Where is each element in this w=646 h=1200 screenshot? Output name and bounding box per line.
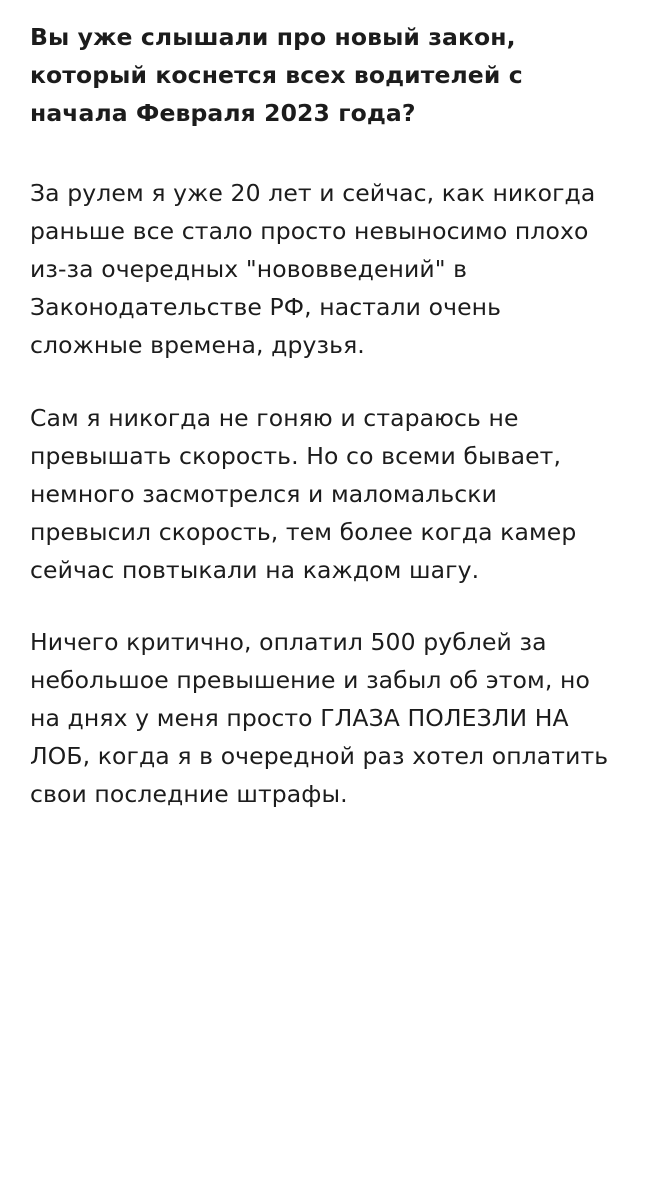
article-paragraph-lead: Вы уже слышали про новый закон, который коснется всех водителей с начала Февраля 2023 года? (30, 23, 532, 128)
article-paragraph-2: За рулем я уже 20 лет и сейчас, как никогда раньше все стало просто невыносимо плохо из-за очередных "нововведений" в Законодательстве РФ, настали очень сложные времена, друзья. (30, 179, 603, 360)
article-paragraph-3: Сам я никогда не гоняю и стараюсь не превышать скорость. Но со всеми бывает, немного засмотрелся и маломальски превысил скорость, тем более когда камер сейчас повтыкали на каждом шагу. (30, 403, 584, 584)
article-paragraph-4: Ничего критично, оплатил 500 рублей за небольшое превышение и забыл об этом, но на днях у меня просто ГЛАЗА ПОЛЕЗЛИ НА ЛОБ, когда я в очередной раз хотел оплатить свои последние штрафы. (30, 627, 616, 809)
